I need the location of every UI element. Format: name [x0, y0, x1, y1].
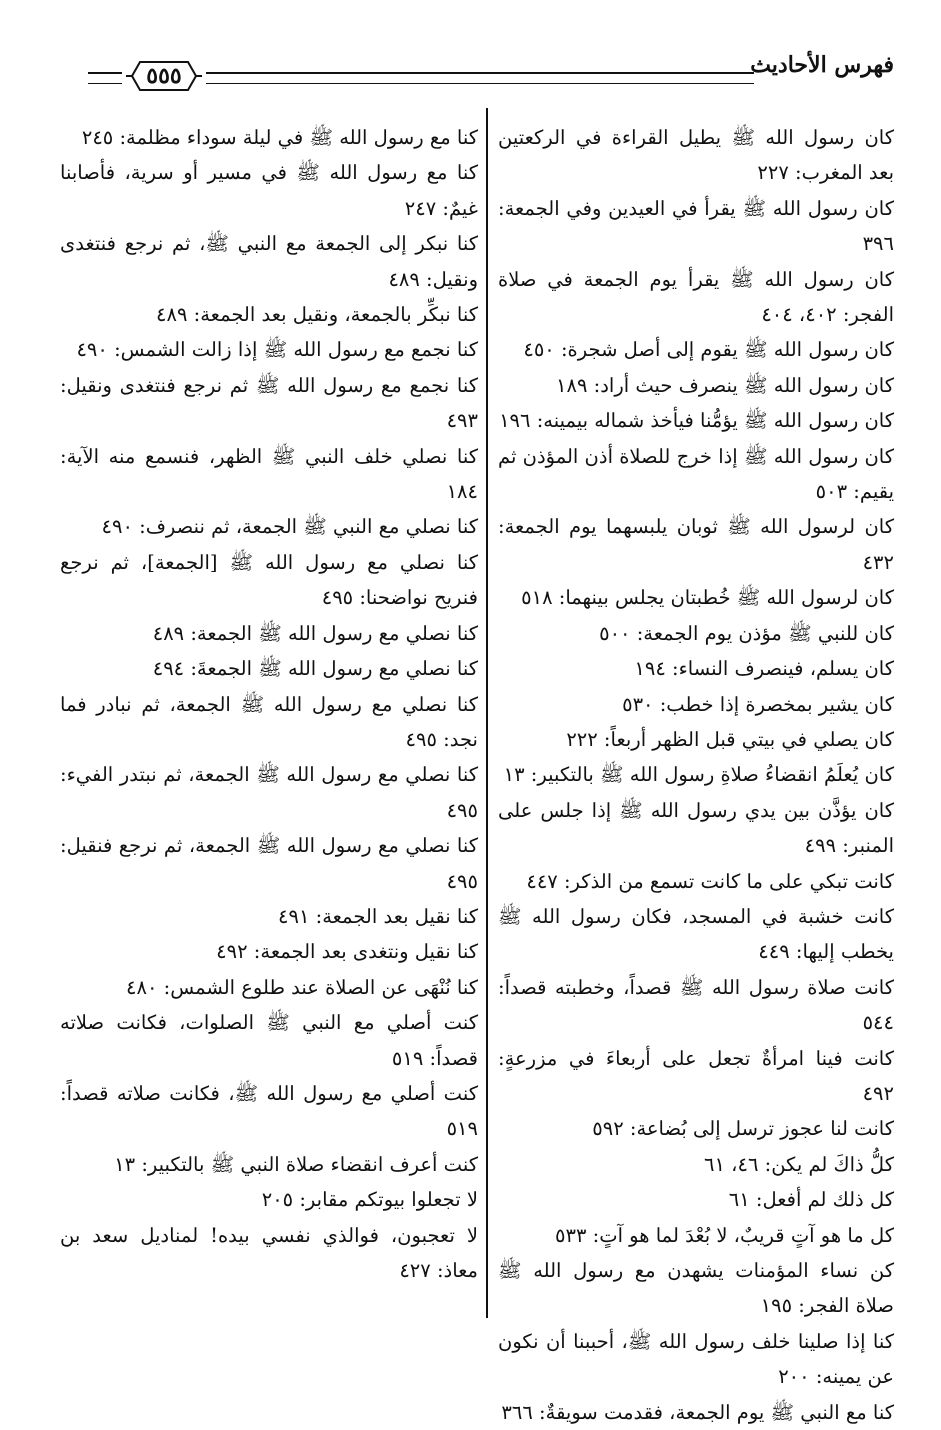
index-entry-text: كنا نجمع مع رسول الله ﷺ ثم نرجع فنتغدى ونقيل: ٤٩٣: [60, 373, 478, 433]
index-entry: [498, 899, 894, 970]
index-entry: [60, 155, 478, 226]
page-number: ٥٥٥: [146, 63, 182, 89]
index-entry: [60, 934, 478, 969]
index-entry-text: كن نساء المؤمنات يشهدن مع رسول الله ﷺ صلاة الفجر: ١٩٥: [498, 1259, 894, 1318]
index-column-left: [60, 120, 478, 1360]
index-entry-text: كان يشير بمخصرة إذا خطب: ٥٣٠: [622, 692, 894, 716]
header-rule-left: [88, 72, 122, 84]
index-entry-text: كانت لنا عجوز ترسل إلى بُضاعة: ٥٩٢: [592, 1117, 894, 1141]
index-entry: [60, 1005, 478, 1076]
index-entry: [498, 1111, 894, 1146]
index-entry-text: كل ذلك لم أفعل: ٦١: [728, 1188, 894, 1212]
index-entry: [60, 1076, 478, 1147]
index-entry-text: كنا مع رسول الله ﷺ في ليلة سوداء مظلمة: ٢٤٥: [81, 126, 478, 149]
index-entry: [60, 1218, 478, 1289]
index-entry-text: كان لرسول الله ﷺ خُطبتان يجلس بينهما: ٥١٨: [521, 586, 894, 610]
index-entry-text: كان رسول الله ﷺ يؤمُّنا فيأخذ شماله بيمينه: ١٩٦: [499, 409, 894, 433]
index-entry: [498, 757, 894, 792]
page-title: فهرس الأحاديث: [750, 52, 894, 78]
index-entry: [498, 191, 894, 262]
index-entry: [498, 687, 894, 722]
index-entry-text: كان رسول الله ﷺ يقوم إلى أصل شجرة: ٤٥٠: [523, 338, 894, 362]
column-divider: [486, 108, 488, 1318]
index-entry: [498, 580, 894, 615]
header-rule: [206, 72, 754, 84]
index-entry-text: كان لرسول الله ﷺ ثوبان يلبسهما يوم الجمعة: ٤٣٢: [498, 515, 894, 574]
index-entry-text: كان يسلم، فينصرف النساء: ١٩٤: [634, 657, 894, 681]
index-entry: [60, 439, 478, 510]
index-entry: [498, 403, 894, 438]
index-entry: [60, 1182, 478, 1217]
index-entry: [498, 1253, 894, 1324]
index-entry: [498, 970, 894, 1041]
index-entry: [60, 545, 478, 616]
index-entry-text: كان يصلي في بيتي قبل الظهر أربعاً: ٢٢٢: [566, 727, 894, 751]
index-entry-text: لا تجعلوا بيوتكم مقابر: ٢٠٥: [261, 1188, 478, 1212]
index-entry: [498, 509, 894, 580]
index-entry-text: كنا نصلي مع النبي ﷺ الجمعة، ثم ننصرف: ٤٩٠: [101, 515, 478, 539]
index-entry: [498, 1218, 894, 1253]
index-entry: [498, 722, 894, 757]
index-entry-text: كنا نجمع مع رسول الله ﷺ إذا زالت الشمس: ٤٩٠: [76, 338, 478, 362]
index-entry: [60, 651, 478, 686]
index-entry: [60, 120, 478, 155]
index-entry: [498, 1147, 894, 1182]
index-entry-text: كانت فينا امرأةٌ تجعل على أربعاءَ في مزرعةٍ: ٤٩٢: [498, 1046, 894, 1105]
index-entry-text: كانت خشبة في المسجد، فكان رسول الله ﷺ يخطب إليها: ٤٤٩: [498, 904, 894, 964]
index-entry-text: كلُّ ذاكَ لم يكن: ٤٦، ٦١: [704, 1152, 894, 1176]
index-entry-text: كنت أصلي مع النبي ﷺ الصلوات، فكانت صلاته قصداً: ٥١٩: [60, 1011, 478, 1070]
index-column-right: [498, 120, 894, 1424]
index-entry: [498, 616, 894, 651]
index-entry: [60, 899, 478, 934]
index-entry: [498, 864, 894, 899]
index-entry-text: كنا إذا صلينا خلف رسول الله ﷺ، أحببنا أن نكون عن يمينه: ٢٠٠: [498, 1329, 894, 1389]
index-entry-text: كان رسول الله ﷺ إذا خرج للصلاة أذن المؤذن ثم يقيم: ٥٠٣: [498, 444, 894, 504]
index-entry: [60, 1147, 478, 1182]
index-entry-text: كنت أعرف انقضاء صلاة النبي ﷺ بالتكبير: ١٣: [114, 1152, 478, 1176]
index-entry-text: كل ما هو آتٍ قريبٌ، لا بُعْدَ لما هو آتٍ: ٥٣٣: [555, 1223, 894, 1247]
index-entry-text: كان للنبي ﷺ مؤذن يوم الجمعة: ٥٠٠: [599, 621, 894, 645]
index-entry: [498, 793, 894, 864]
index-entry: [60, 757, 478, 828]
index-entry-text: كان رسول الله ﷺ يطيل القراءة في الركعتين بعد المغرب: ٢٢٧: [498, 126, 894, 185]
index-entry: [498, 262, 894, 333]
index-entry: [498, 332, 894, 367]
index-entry: [498, 651, 894, 686]
index-entry-text: كنا مع رسول الله ﷺ في مسير أو سرية، فأصابنا غيمٌ: ٢٤٧: [60, 161, 478, 220]
index-entry: [60, 297, 478, 332]
index-entry-text: كنا نصلي مع رسول الله ﷺ [الجمعة]، ثم نرجع فنريح نواضحنا: ٤٩٥: [60, 550, 478, 610]
index-entry-text: كنا مع النبي ﷺ يوم الجمعة، فقدمت سويقةٌ: ٣٦٦: [501, 1400, 894, 1424]
index-entry-text: كنا نصلي مع رسول الله ﷺ الجمعة، ثم نبتدر الفيء: ٤٩٥: [60, 763, 478, 822]
index-entry: [498, 1182, 894, 1217]
index-entry-text: كنت أصلي مع رسول الله ﷺ، فكانت صلاته قصداً: ٥١٩: [60, 1081, 478, 1141]
index-entry-text: كنا نبكِّر بالجمعة، ونقيل بعد الجمعة: ٤٨٩: [156, 303, 478, 327]
index-entry-text: كانت صلاة رسول الله ﷺ قصداً، وخطبته قصداً: ٥٤٤: [498, 975, 894, 1035]
index-entry-text: كنا نُنْهَى عن الصلاة عند طلوع الشمس: ٤٨٠: [126, 975, 478, 999]
index-entry-text: كنا نصلي مع رسول الله ﷺ الجمعة: ٤٨٩: [152, 621, 478, 645]
index-entry: [60, 332, 478, 367]
index-entry-text: كان رسول الله ﷺ ينصرف حيث أراد: ١٨٩: [556, 373, 894, 397]
index-entry-text: كنا نصلي مع رسول الله ﷺ الجمعة، ثم نبادر فما نجد: ٤٩٥: [60, 692, 478, 751]
index-entry: [60, 226, 478, 297]
index-entry: [60, 828, 478, 899]
index-entry-text: كانت تبكي على ما كانت تسمع من الذكر: ٤٤٧: [526, 869, 894, 893]
index-entry-text: كان رسول الله ﷺ يقرأ في العيدين وفي الجمعة: ٣٩٦: [498, 196, 894, 256]
page-number-badge: [124, 58, 204, 94]
index-entry: [498, 1324, 894, 1395]
index-entry: [498, 120, 894, 191]
index-entry-text: كان رسول الله ﷺ يقرأ يوم الجمعة في صلاة الفجر: ٤٠٢، ٤٠٤: [498, 267, 894, 327]
index-entry: [498, 1041, 894, 1112]
index-entry: [60, 687, 478, 758]
index-entry: [60, 970, 478, 1005]
index-entry: [498, 439, 894, 510]
index-entry: [498, 368, 894, 403]
page-header: [88, 48, 894, 108]
index-entry: [60, 616, 478, 651]
index-entry-text: كنا نقيل بعد الجمعة: ٤٩١: [278, 904, 478, 928]
index-entry-text: كنا نقيل ونتغدى بعد الجمعة: ٤٩٢: [216, 940, 478, 964]
index-entry: [60, 509, 478, 544]
index-entry-text: كنا نصلي مع رسول الله ﷺ الجمعة، ثم نرجع فنقيل: ٤٩٥: [60, 834, 478, 893]
index-entry-text: لا تعجبون، فوالذي نفسي بيده! لمناديل سعد بن معاذ: ٤٢٧: [60, 1223, 478, 1282]
index-entry-text: كنا نبكر إلى الجمعة مع النبي ﷺ، ثم نرجع فنتغدى ونقيل: ٤٨٩: [60, 232, 478, 291]
index-entry: [498, 1395, 894, 1430]
index-entry-text: كان يؤذَّن بين يدي رسول الله ﷺ إذا جلس على المنبر: ٤٩٩: [498, 798, 894, 858]
index-entry-text: كان يُعلَمُ انقضاءُ صلاةِ رسول الله ﷺ بالتكبير: ١٣: [503, 763, 894, 787]
index-entry-text: كنا نصلي مع رسول الله ﷺ الجمعةَ: ٤٩٤: [152, 657, 478, 681]
index-entry: [60, 368, 478, 439]
index-entry-text: كنا نصلي خلف النبي ﷺ الظهر، فنسمع منه الآية: ١٨٤: [60, 444, 478, 504]
